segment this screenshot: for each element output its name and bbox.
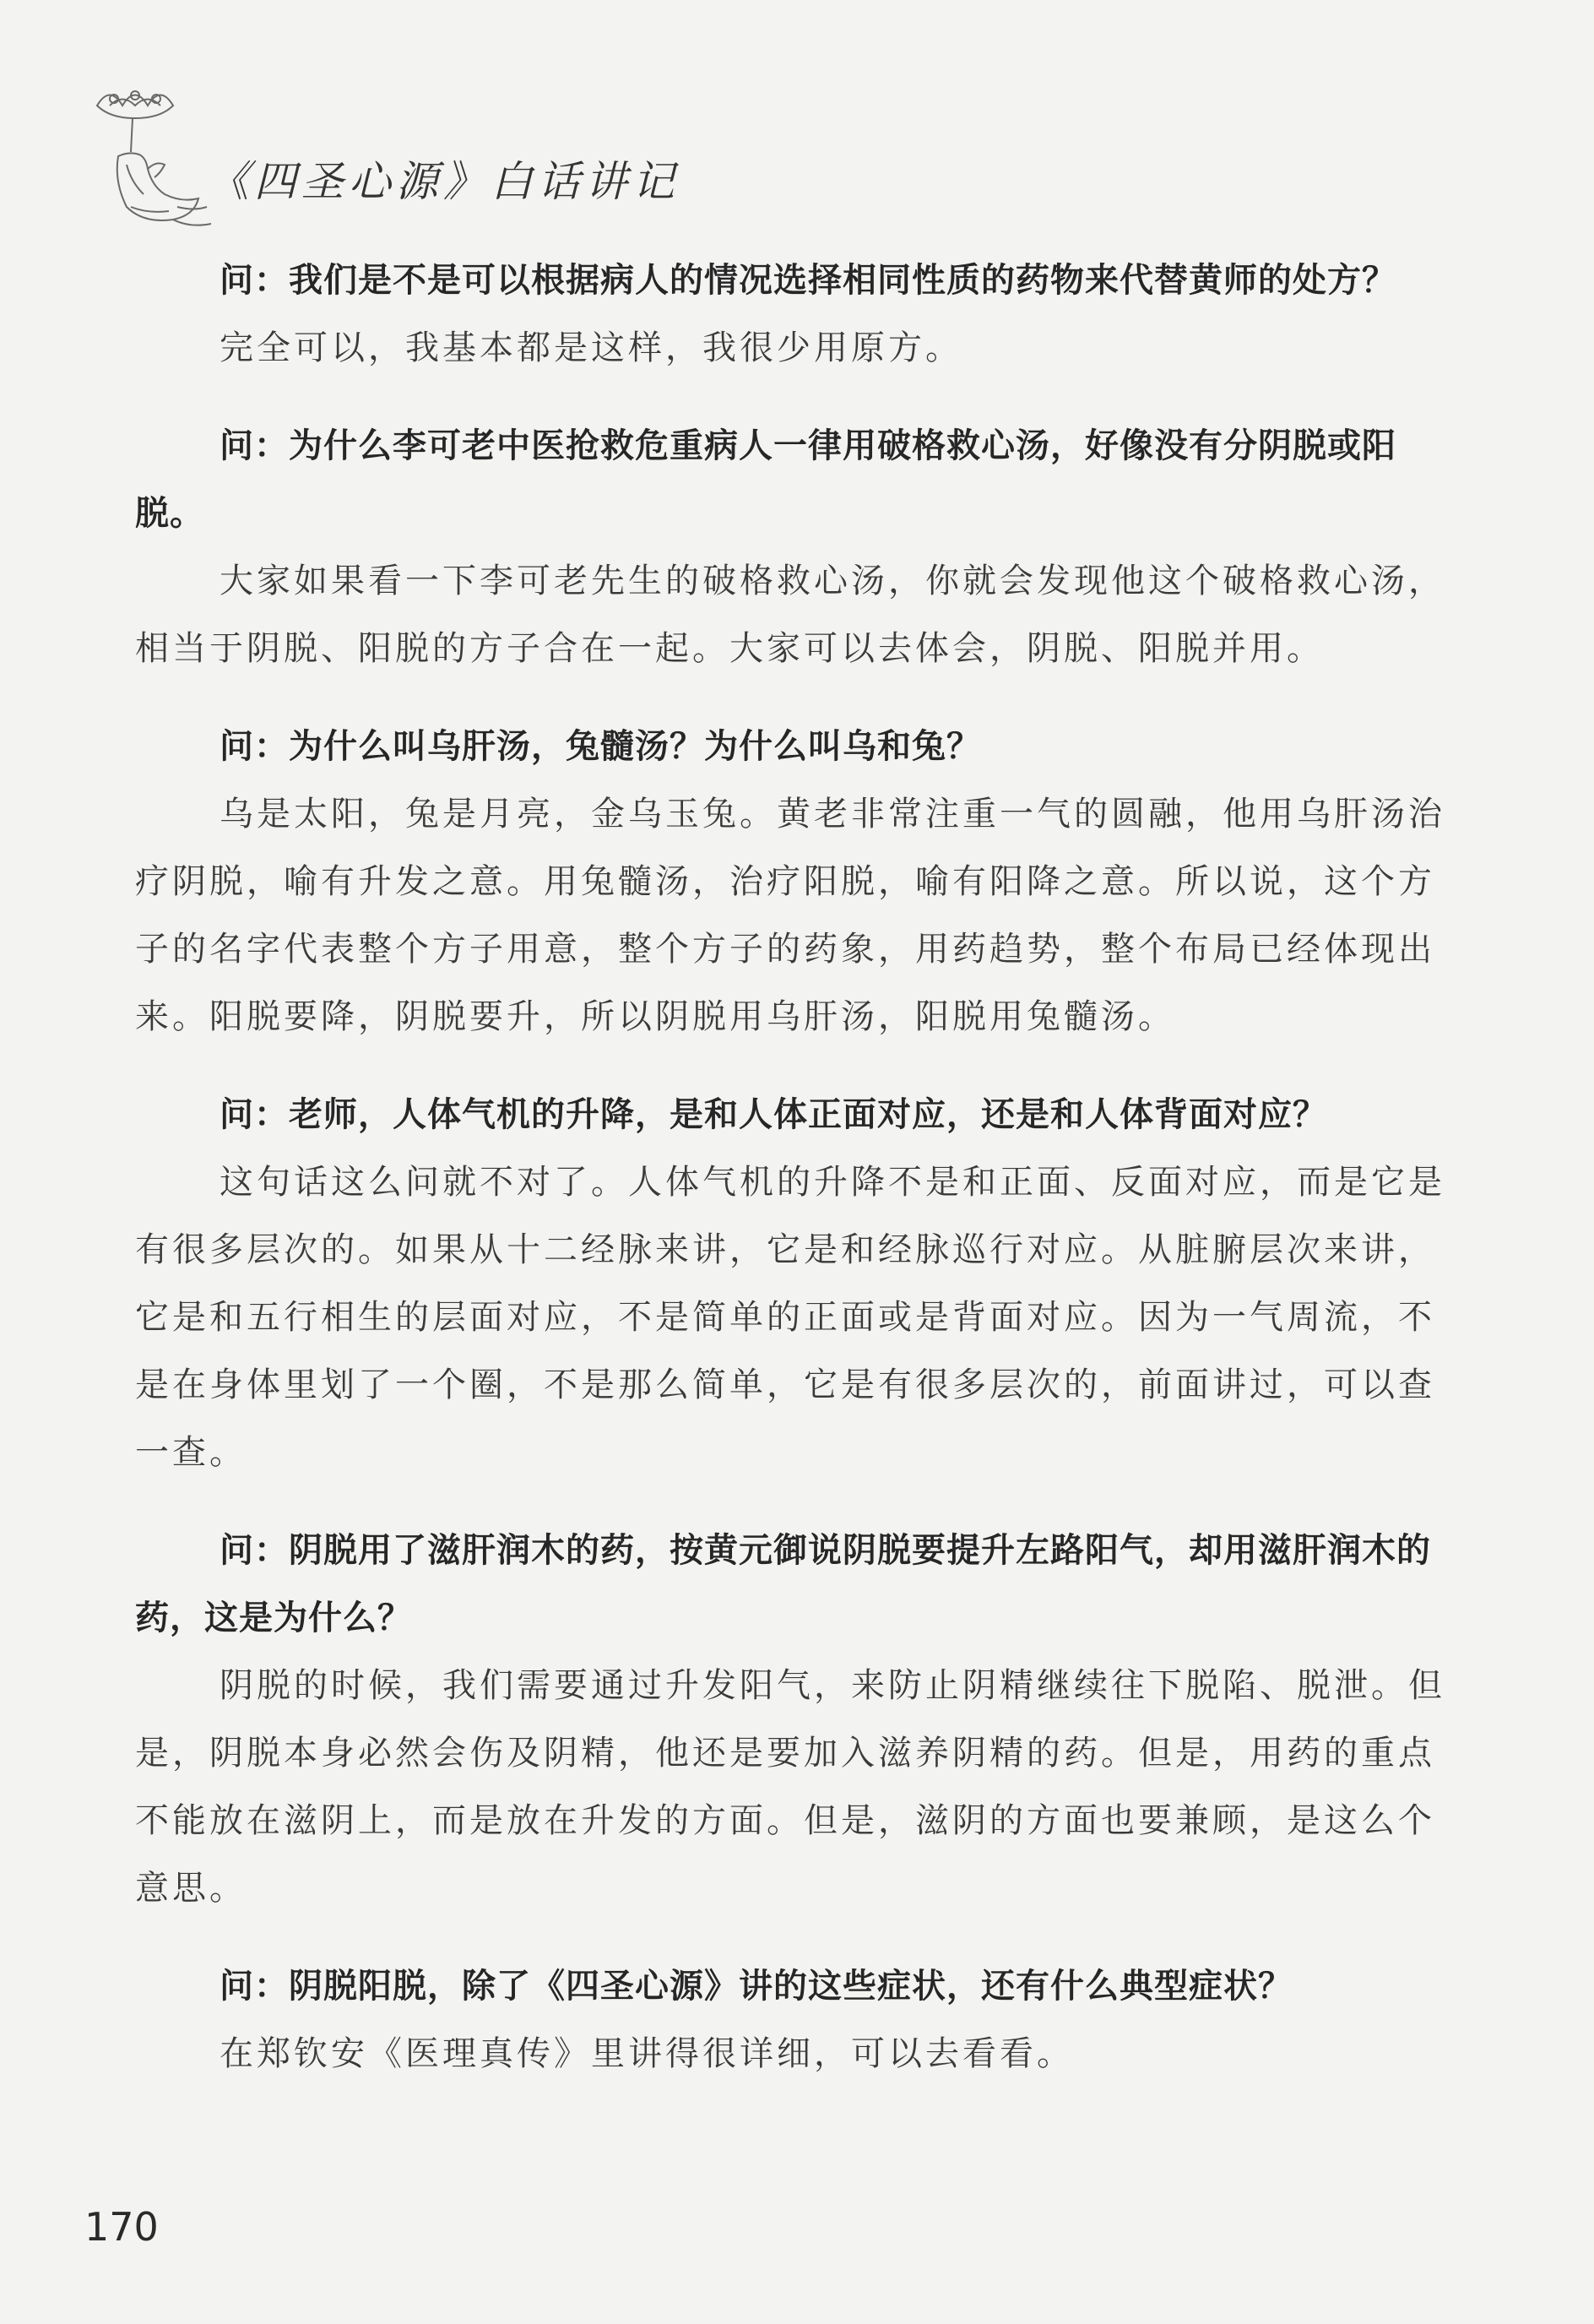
qa-item bbox=[135, 1081, 1452, 1486]
qa-item bbox=[135, 247, 1452, 382]
qa-item bbox=[135, 713, 1452, 1051]
book-title: 《四圣心源》白话讲记 bbox=[207, 157, 680, 206]
qa-item bbox=[135, 1517, 1452, 1922]
question: 问：我们是不是可以根据病人的情况选择相同性质的药物来代替黄师的处方？ bbox=[220, 261, 1396, 300]
qa-item bbox=[135, 412, 1452, 682]
answer: 阴脱的时候，我们需要通过升发阳气，来防止阴精继续往下脱陷、脱泄。但是，阴脱本身必然会伤及阴精，他还是要加入滋养阴精的药。但是，用药的重点不能放在滋阴上，而是放在升发的方面。但是，滋阴的方面也要兼顾，是这么个意思。 bbox=[135, 1666, 1445, 1908]
page-number: 170 bbox=[84, 2204, 159, 2250]
answer: 在郑钦安《医理真传》里讲得很详细，可以去看看。 bbox=[220, 2034, 1074, 2073]
question: 问：阴脱阳脱，除了《四圣心源》讲的这些症状，还有什么典型症状？ bbox=[220, 1967, 1293, 2006]
question: 问：为什么李可老中医抢救危重病人一律用破格救心汤，好像没有分阴脱或阳脱。 bbox=[135, 426, 1396, 533]
answer: 这句话这么问就不对了。人体气机的升降不是和正面、反面对应，而是它是有很多层次的。如果从十二经脉来讲，它是和经脉巡行对应。从脏腑层次来讲，它是和五行相生的层面对应，不是简单的正面或是背面对应。因为一气周流，不是在身体里划了一个圈，不是那么简单，它是有很多层次的，前面讲过，可以查一查。 bbox=[135, 1163, 1445, 1472]
question: 问：阴脱用了滋肝润木的药，按黄元御说阴脱要提升左路阳气，却用滋肝润木的药，这是为什么？ bbox=[135, 1531, 1431, 1637]
question: 问：老师，人体气机的升降，是和人体正面对应，还是和人体背面对应？ bbox=[220, 1095, 1327, 1134]
question: 问：为什么叫乌肝汤，兔髓汤？为什么叫乌和兔？ bbox=[220, 727, 981, 766]
page-body bbox=[135, 247, 1452, 2118]
lotus-hand-icon bbox=[80, 80, 215, 232]
answer: 乌是太阳，兔是月亮，金乌玉兔。黄老非常注重一气的圆融，他用乌肝汤治疗阴脱，喻有升发之意。用兔髓汤，治疗阳脱，喻有阳降之意。所以说，这个方子的名字代表整个方子用意，整个方子的药象，用药趋势，整个布局已经体现出来。阳脱要降，阴脱要升，所以阴脱用乌肝汤，阳脱用兔髓汤。 bbox=[135, 795, 1445, 1036]
page-header bbox=[80, 80, 840, 241]
answer: 大家如果看一下李可老先生的破格救心汤，你就会发现他这个破格救心汤，相当于阴脱、阳脱的方子合在一起。大家可以去体会，阴脱、阳脱并用。 bbox=[135, 562, 1445, 668]
qa-item bbox=[135, 1952, 1452, 2088]
answer: 完全可以，我基本都是这样，我很少用原方。 bbox=[220, 329, 962, 367]
